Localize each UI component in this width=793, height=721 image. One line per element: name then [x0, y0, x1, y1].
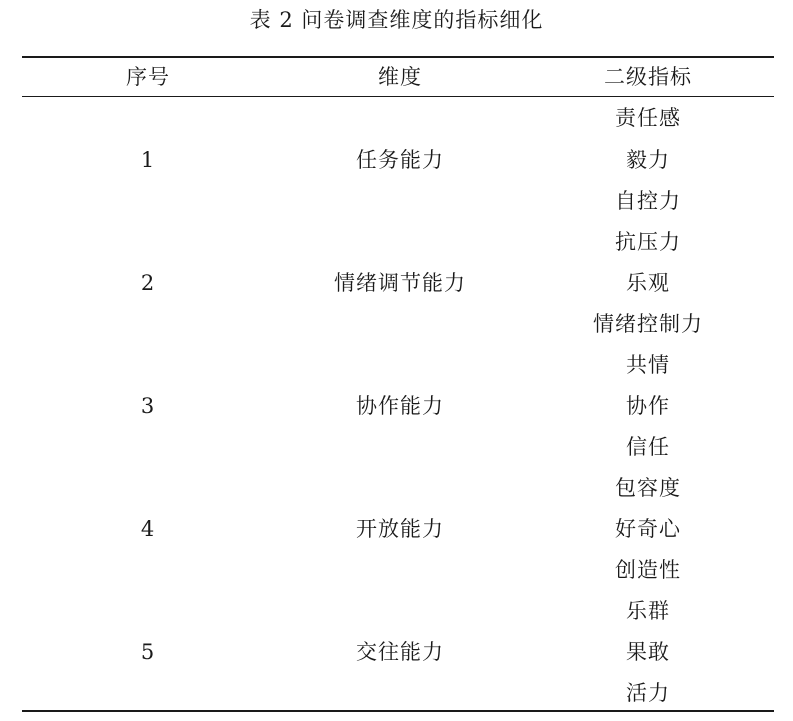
header-indicators: 二级指标: [604, 65, 692, 89]
indicator: 创造性: [615, 558, 681, 582]
indicator: 抗压力: [615, 230, 681, 254]
row-number: 2: [140, 271, 156, 295]
table-bottom-rule: [22, 710, 774, 712]
indicator: 信任: [626, 435, 670, 459]
table-top-rule: [22, 56, 774, 58]
dimension-name: 情绪调节能力: [334, 271, 466, 295]
dimension-name: 交往能力: [356, 640, 444, 664]
indicator: 共情: [626, 353, 670, 377]
dimension-name: 协作能力: [356, 394, 444, 418]
row-number: 5: [140, 640, 156, 664]
dimension-name: 任务能力: [356, 148, 444, 172]
row-number: 1: [140, 148, 156, 172]
indicator: 乐观: [626, 271, 670, 295]
table-caption: 表 2 问卷调查维度的指标细化: [249, 8, 544, 32]
header-dimension: 维度: [378, 65, 422, 89]
indicator: 情绪控制力: [593, 312, 703, 336]
dimension-name: 开放能力: [356, 517, 444, 541]
indicator: 乐群: [626, 599, 670, 623]
indicator: 活力: [626, 681, 670, 705]
indicator: 责任感: [615, 106, 681, 130]
row-number: 4: [140, 517, 156, 541]
row-number: 3: [140, 394, 156, 418]
indicator: 果敢: [626, 640, 670, 664]
indicator: 毅力: [626, 148, 670, 172]
header-serial-number: 序号: [126, 65, 170, 89]
indicator: 好奇心: [615, 517, 681, 541]
indicator: 自控力: [615, 189, 681, 213]
indicator: 包容度: [615, 476, 681, 500]
table-header-rule: [22, 96, 774, 97]
indicator: 协作: [626, 394, 670, 418]
